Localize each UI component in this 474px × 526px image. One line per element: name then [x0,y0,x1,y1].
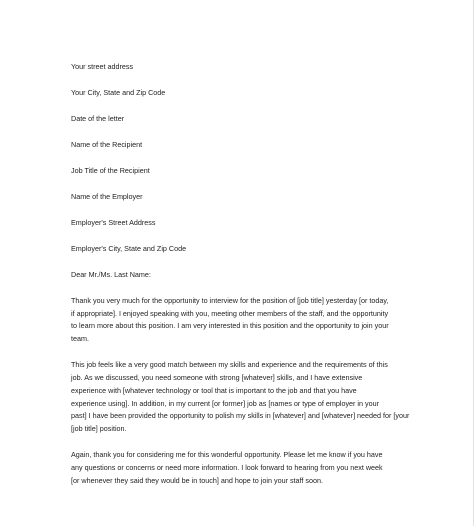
paragraph-closing [71,449,411,487]
sender-city-state-zip: Your City, State and Zip Code [71,87,166,97]
recipient-job-title: Job Title of the Recipient [71,165,150,175]
paragraph-line: team. [71,334,89,344]
employer-city-state-zip: Employer's City, State and Zip Code [71,243,187,253]
employer-street-address: Employer's Street Address [71,217,156,227]
paragraph-thank-you [71,295,411,346]
recipient-name: Name of the Recipient [71,139,143,149]
paragraph-line: to learn more about this position. I am very interested in this position and the opportunity to join your [71,321,389,331]
salutation: Dear Mr./Ms. Last Name: [71,269,151,279]
paragraph-line: job. As we discussed, you need someone with strong [whatever] skills, and I have extensive [71,373,363,383]
letter-date: Date of the letter [71,113,125,123]
letter-body [71,61,411,501]
paragraph-line: if appropriate]. I enjoyed speaking with you, meeting other members of the staff, and the opportunity [71,308,389,318]
paragraph-job-match [71,359,411,436]
employer-name: Name of the Employer [71,191,143,201]
paragraph-line: [or whenever they said they would be in touch] and hope to join your staff soon. [71,475,323,485]
paragraph-line: experience with [whatever technology or tool that is important to the job and that you have [71,385,357,395]
paragraph-line: [job title] position. [71,424,127,434]
paragraph-line: any questions or concerns or need more information. I look forward to hearing from you next week [71,463,383,472]
paragraph-line: experience using]. In addition, in my current [or former] job as [names or type of employer in your [71,398,380,408]
paragraph-line: This job feels like a very good match between my skills and experience and the requirements of this [71,360,388,370]
paragraph-line: Again, thank you for considering me for this wonderful opportunity. Please let me know if you have [71,450,383,460]
paragraph-line: Thank you very much for the opportunity to interview for the position of [job title] yesterday [or today, [71,295,389,305]
sender-street-address: Your street address [71,62,134,71]
paragraph-line: past] I have been provided the opportunity to polish my skills in [whatever] and [whatever] needed for [your [71,411,410,421]
